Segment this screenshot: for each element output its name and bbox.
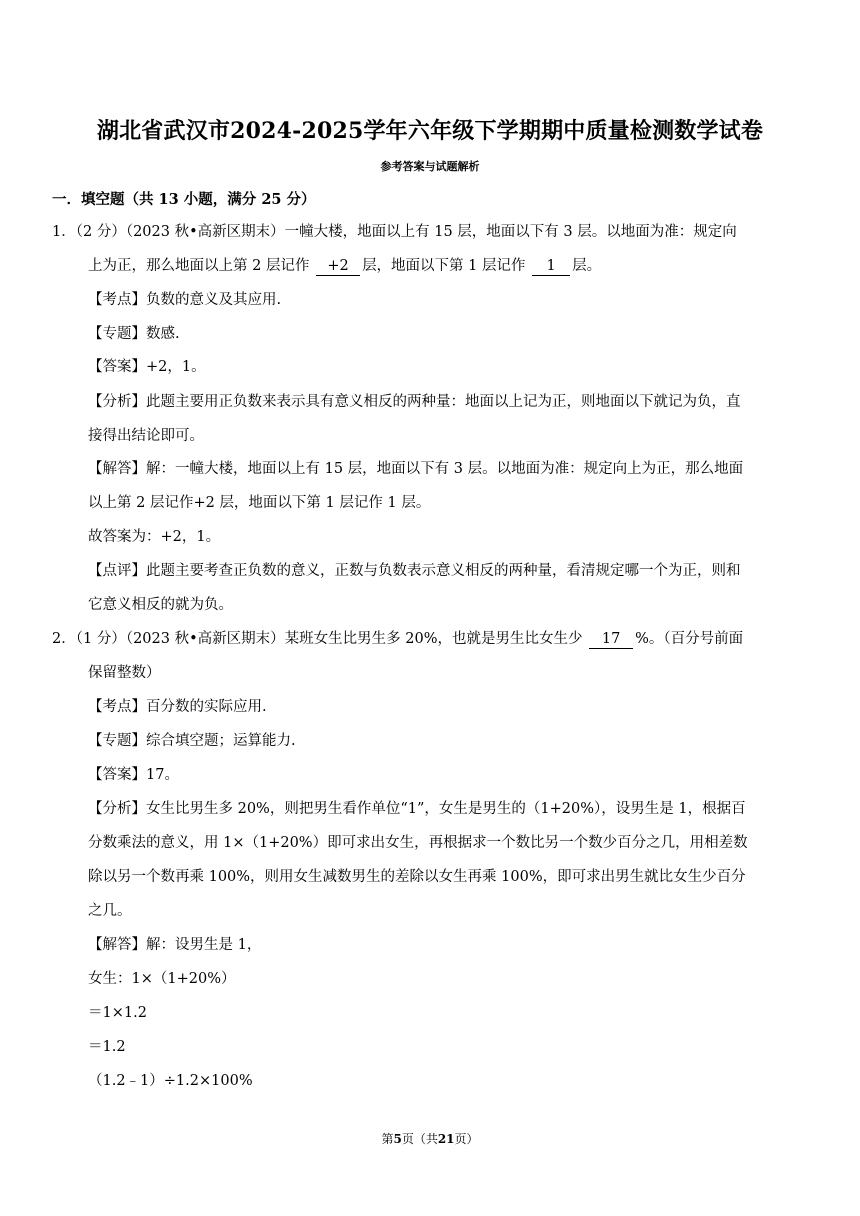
- kaodian-text: 【考点】百分数的实际应用.: [88, 699, 267, 715]
- question-1-line-1: [52, 222, 737, 242]
- analysis-line-1: 【分析】女生比男生多 20%，则把男生看作单位“1”，女生是男生的（1+20%），设男生是 1，根据百: [88, 801, 746, 817]
- answer-blank: 1: [532, 258, 570, 276]
- analysis-line-3: 除以另一个数再乘 100%，则用女生减数男生的差除以女生再乘 100%，即可求出男生就比女生少百分: [88, 869, 746, 885]
- question-1-stem-1: （2 分）（2023 秋•高新区期末）一幢大楼，地面以上有 15 层，地面以下有 3 层。以地面为准：规定向: [75, 224, 737, 240]
- current-page-number: 5: [393, 1132, 402, 1146]
- document-subtitle: 参考答案与试题解析: [380, 160, 480, 173]
- analysis-line-4: 之几。: [88, 903, 132, 919]
- page-footer: 第5页（共21页）: [381, 1132, 479, 1146]
- comment-line-1: 【点评】此题主要考查正负数的意义，正数与负数表示意义相反的两种量，看清规定哪一个为正，则和: [88, 563, 741, 579]
- zhuanti-text: 【专题】数感.: [88, 326, 180, 342]
- solution-step-1: 女生：1×（1+20%）: [88, 971, 236, 987]
- comment-line-2: 它意义相反的就为负。: [88, 597, 233, 613]
- final-answer: 故答案为：+2，1。: [88, 529, 221, 545]
- question-1-line-2: 上为正，那么地面以上第 2 层记作 +2 层，地面以下第 1 层记作 1 层。: [88, 258, 602, 274]
- question-1-number: 1．: [52, 224, 76, 240]
- analysis-line-2: 接得出结论即可。: [88, 428, 204, 444]
- analysis-line-1: 【分析】此题主要用正负数来表示具有意义相反的两种量：地面以上记为正，则地面以下就记为负，直: [88, 394, 741, 410]
- question-2-number: 2．: [52, 631, 76, 647]
- answer-blank: 17: [589, 631, 633, 649]
- solution-step-3: ＝1.2: [88, 1039, 126, 1055]
- answer-blank: +2: [316, 258, 360, 276]
- answer-text: 【答案】17。: [88, 767, 179, 783]
- solution-line-1: 【解答】解：一幢大楼，地面以上有 15 层，地面以下有 3 层。以地面为准：规定向上为正，那么地面: [88, 461, 744, 477]
- solution-line-2: 以上第 2 层记作+2 层，地面以下第 1 层记作 1 层。: [88, 495, 431, 511]
- kaodian-text: 【考点】负数的意义及其应用.: [88, 292, 282, 308]
- question-2-line-2: 保留整数）: [88, 665, 161, 681]
- total-page-count: 21: [437, 1132, 455, 1146]
- zhuanti-text: 【专题】综合填空题；运算能力.: [88, 733, 296, 749]
- solution-step-4: （1.2﹣1）÷1.2×100%: [88, 1073, 253, 1089]
- document-title: 湖北省武汉市2024-2025学年六年级下学期期中质量检测数学试卷: [96, 118, 764, 144]
- solution-line-1: 【解答】解：设男生是 1，: [88, 937, 262, 953]
- section-heading: 一．填空题（共 13 小题，满分 25 分）: [52, 191, 316, 208]
- question-2-line-1: 2．（1 分）（2023 秋•高新区期末）某班女生比男生多 20%，也就是男生比女生少 17 %。（百分号前面: [52, 631, 744, 647]
- solution-step-2: ＝1×1.2: [88, 1005, 147, 1021]
- analysis-line-2: 分数乘法的意义，用 1×（1+20%）即可求出女生，再根据求一个数比另一个数少百分之几，用相差数: [88, 835, 748, 851]
- answer-text: 【答案】+2，1。: [88, 359, 206, 375]
